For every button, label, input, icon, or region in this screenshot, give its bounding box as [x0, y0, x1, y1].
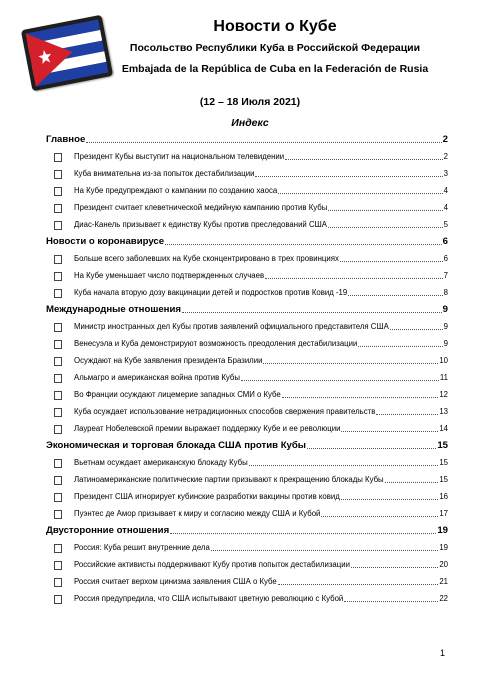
- toc-page-number: 5: [443, 220, 448, 229]
- toc-section[interactable]: [46, 435, 448, 452]
- toc-entry-title: Альмагро и американская война против Кубы: [74, 373, 240, 382]
- toc-entry[interactable]: [46, 588, 448, 605]
- page-title: Новости о Кубе: [213, 18, 337, 35]
- embassy-name-ru: Посольство Республики Куба в Российской Федерации: [129, 42, 421, 54]
- bullet-box-icon: [54, 170, 62, 179]
- bullet-box-icon: [54, 459, 62, 468]
- toc-page-number: 15: [437, 440, 448, 451]
- dot-leader: [249, 465, 439, 466]
- toc-entry-title: Осуждают на Кубе заявления президента Бразилии: [74, 356, 263, 365]
- dot-leader: [255, 176, 442, 177]
- date-range: (12 – 18 Июля 2021): [199, 96, 301, 108]
- bullet-box-icon: [54, 493, 62, 502]
- toc-entry-title: Диас-Канель призывает к единству Кубы против преследований США: [74, 220, 327, 229]
- toc-entry[interactable]: [46, 401, 448, 418]
- toc-page-number: 22: [439, 594, 448, 603]
- toc-entry[interactable]: [46, 248, 448, 265]
- toc-page-number: 2: [442, 134, 448, 145]
- dot-leader: [86, 142, 441, 143]
- toc-entry-title: Президент США игнорирует кубинские разработки вакцины против ковид: [74, 492, 340, 501]
- toc-entry[interactable]: [46, 503, 448, 520]
- bullet-box-icon: [54, 153, 62, 162]
- dot-leader: [165, 244, 442, 245]
- dot-leader: [282, 397, 439, 398]
- toc-entry[interactable]: [46, 469, 448, 486]
- toc-page-number: 15: [439, 458, 448, 467]
- dot-leader: [263, 363, 438, 364]
- dot-leader: [385, 482, 439, 483]
- dot-leader: [170, 533, 436, 534]
- toc-page-number: 19: [437, 525, 448, 536]
- toc-page-number: 4: [443, 186, 448, 195]
- bullet-box-icon: [54, 408, 62, 417]
- toc-page-number: 21: [439, 577, 448, 586]
- toc-entry-title: Во Франции осуждают лицемерие западных СМИ о Кубе: [74, 390, 281, 399]
- toc-entry-title: Вьетнам осуждает американскую блокаду Кубы: [74, 458, 248, 467]
- toc-entry-title: Куба осуждает использование нетрадиционных способов свержения правительств: [74, 407, 376, 416]
- bullet-box-icon: [54, 357, 62, 366]
- toc-entry-title: Пуэнтес де Амор призывает к миру и согласию между США и Кубой: [74, 509, 321, 518]
- toc-page-number: 7: [443, 271, 448, 280]
- toc-page-number: 9: [442, 304, 448, 315]
- dot-leader: [278, 193, 442, 194]
- bullet-box-icon: [54, 374, 62, 383]
- toc-entry[interactable]: [46, 316, 448, 333]
- toc-entry-title: Россия считает верхом цинизма заявления США о Кубе: [74, 577, 277, 586]
- toc-section[interactable]: [46, 299, 448, 316]
- bullet-box-icon: [54, 187, 62, 196]
- toc-section[interactable]: [46, 129, 448, 146]
- toc-entry-title: Российские активисты поддерживают Кубу против попыток дестабилизации: [74, 560, 350, 569]
- toc-section[interactable]: [46, 520, 448, 537]
- toc-page-number: 4: [443, 203, 448, 212]
- flag-icon: [26, 19, 109, 86]
- dot-leader: [341, 431, 438, 432]
- toc-section-title: Экономическая и торговая блокада США против Кубы: [46, 440, 307, 451]
- toc-page-number: 2: [443, 152, 448, 161]
- bullet-box-icon: [54, 510, 62, 519]
- dot-leader: [344, 601, 438, 602]
- toc-page-number: 9: [443, 339, 448, 348]
- bullet-box-icon: [54, 255, 62, 264]
- toc-page-number: 19: [439, 543, 448, 552]
- toc-entry[interactable]: [46, 350, 448, 367]
- toc-page-number: 6: [442, 236, 448, 247]
- dot-leader: [265, 278, 443, 279]
- toc-page-number: 16: [439, 492, 448, 501]
- dot-leader: [328, 210, 442, 211]
- toc-entry[interactable]: [46, 418, 448, 435]
- bullet-box-icon: [54, 221, 62, 230]
- toc-page-number: 14: [439, 424, 448, 433]
- toc-page-number: 20: [439, 560, 448, 569]
- cuba-flag-image: [21, 15, 113, 92]
- dot-leader: [351, 567, 438, 568]
- dot-leader: [241, 380, 439, 381]
- toc-section[interactable]: [46, 231, 448, 248]
- toc-entry[interactable]: [46, 214, 448, 231]
- toc-entry[interactable]: [46, 367, 448, 384]
- toc-page-number: 10: [439, 356, 448, 365]
- toc-entry-title: Куба начала вторую дозу вакцинации детей и подростков против Ковид -19: [74, 288, 348, 297]
- toc-entry[interactable]: [46, 384, 448, 401]
- toc-page-number: 12: [439, 390, 448, 399]
- toc-entry-title: Латиноамериканские политические партии призывают к прекращению блокады Кубы: [74, 475, 384, 484]
- toc-entry[interactable]: [46, 265, 448, 282]
- toc-entry-title: Больше всего заболевших на Кубе сконцентрировано в трех провинциях: [74, 254, 339, 263]
- bullet-box-icon: [54, 561, 62, 570]
- toc-section-title: Главное: [46, 134, 86, 145]
- bullet-box-icon: [54, 323, 62, 332]
- dot-leader: [341, 499, 439, 500]
- toc-entry-title: На Кубе предупреждают о кампании по созданию хаоса: [74, 186, 278, 195]
- bullet-box-icon: [54, 595, 62, 604]
- bullet-box-icon: [54, 578, 62, 587]
- page-number: 1: [440, 648, 446, 658]
- dot-leader: [340, 261, 443, 262]
- bullet-box-icon: [54, 272, 62, 281]
- dot-leader: [328, 227, 443, 228]
- dot-leader: [348, 295, 442, 296]
- toc-entry[interactable]: [46, 180, 448, 197]
- toc-page-number: 11: [439, 373, 448, 382]
- dot-leader: [358, 346, 442, 347]
- toc-entry-title: Венесуэла и Куба демонстрируют возможность преодоления дестабилизации: [74, 339, 358, 348]
- toc-entry[interactable]: [46, 282, 448, 299]
- bullet-box-icon: [54, 204, 62, 213]
- toc-page-number: 15: [439, 475, 448, 484]
- dot-leader: [285, 159, 443, 160]
- toc-entry[interactable]: [46, 571, 448, 588]
- toc-page-number: 17: [439, 509, 448, 518]
- toc-section-title: Новости о коронавирусе: [46, 236, 165, 247]
- toc-page-number: 8: [443, 288, 448, 297]
- toc-entry[interactable]: [46, 554, 448, 571]
- embassy-name-es: Embajada de la República de Cuba en la Federación de Rusia: [121, 63, 429, 75]
- bullet-box-icon: [54, 476, 62, 485]
- toc-entry-title: Лауреат Нобелевской премии выражает поддержку Кубе и ее революции: [74, 424, 341, 433]
- toc-page-number: 9: [443, 322, 448, 331]
- toc-entry[interactable]: [46, 537, 448, 554]
- toc-page-number: 6: [443, 254, 448, 263]
- toc-page-number: 3: [443, 169, 448, 178]
- dot-leader: [376, 414, 438, 415]
- toc-entry[interactable]: [46, 486, 448, 503]
- toc-entry-title: Куба внимательна из-за попыток дестабилизации: [74, 169, 255, 178]
- dot-leader: [321, 516, 438, 517]
- dot-leader: [182, 312, 442, 313]
- toc-entry[interactable]: [46, 146, 448, 163]
- dot-leader: [278, 584, 439, 585]
- dot-leader: [307, 448, 436, 449]
- toc-entry-title: Президент считает клеветнической медийную кампанию против Кубы: [74, 203, 328, 212]
- dot-leader: [390, 329, 443, 330]
- bullet-box-icon: [54, 544, 62, 553]
- toc-entry-title: Россия: Куба решит внутренние дела: [74, 543, 210, 552]
- toc-entry[interactable]: [46, 333, 448, 350]
- bullet-box-icon: [54, 340, 62, 349]
- dot-leader: [211, 550, 439, 551]
- toc-entry-title: Министр иностранных дел Кубы против заявлений официального представителя США: [74, 322, 389, 331]
- bullet-box-icon: [54, 289, 62, 298]
- toc-page-number: 13: [439, 407, 448, 416]
- bullet-box-icon: [54, 425, 62, 434]
- table-of-contents: [46, 129, 448, 605]
- toc-entry-title: Россия предупредила, что США испытывают цветную революцию с Кубой: [74, 594, 344, 603]
- toc-entry[interactable]: [46, 163, 448, 180]
- toc-section-title: Международные отношения: [46, 304, 181, 315]
- toc-section-title: Двусторонние отношения: [46, 525, 170, 536]
- index-heading: Индекс: [231, 117, 269, 129]
- toc-entry[interactable]: [46, 452, 448, 469]
- toc-entry[interactable]: [46, 197, 448, 214]
- toc-entry-title: Президент Кубы выступит на национальном телевидении: [74, 152, 285, 161]
- toc-entry-title: На Кубе уменьшает число подтвержденных случаев: [74, 271, 265, 280]
- bullet-box-icon: [54, 391, 62, 400]
